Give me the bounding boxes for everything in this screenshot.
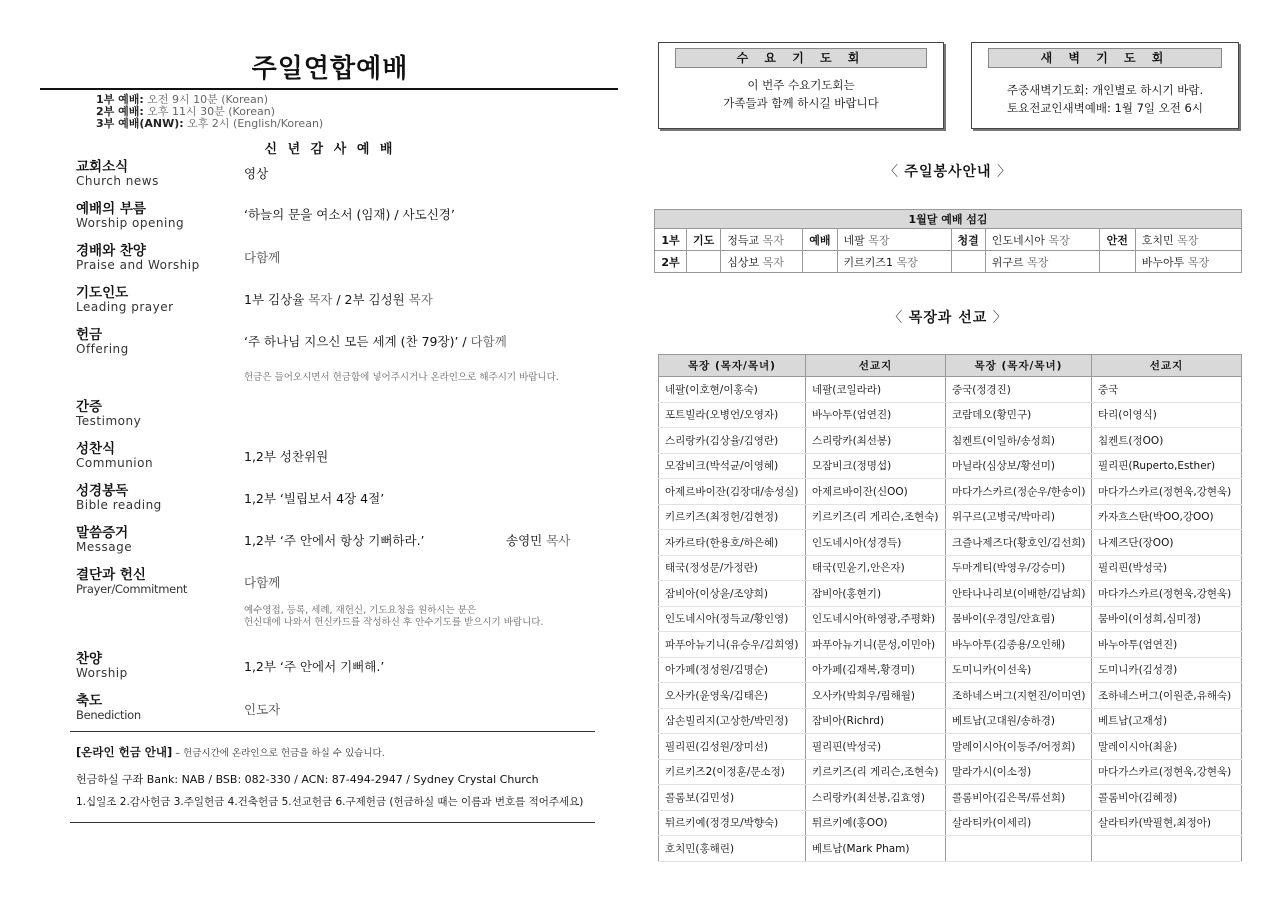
mission-group-cell: 안타나나리보(이배한/김남희): [946, 581, 1092, 607]
order-title-en: Church news: [76, 174, 159, 188]
clean-group: [985, 229, 1099, 251]
service-part: 2부: [655, 251, 687, 273]
order-content: 영상: [244, 166, 269, 181]
service-row-1: [655, 229, 1242, 251]
clean-group: [985, 251, 1099, 273]
service-title-text: 주일봉사안내: [904, 164, 992, 180]
order-title-en: Praise and Worship: [76, 258, 200, 272]
order-content: 1,2부 성찬위원: [244, 449, 329, 464]
safety-group: [1135, 251, 1241, 273]
mission-group-cell: 중국(정경진): [946, 377, 1092, 403]
worship-group: [837, 251, 951, 273]
order-title-ko: 기도인도: [76, 285, 129, 301]
header-cell-group: 목장 (목자/목녀): [659, 355, 806, 377]
mission-group-cell: 키르키즈(최정헌/김현정): [659, 504, 806, 530]
mission-group-cell: 키르키즈2(이정훈/문소정): [659, 759, 806, 785]
mission-group-cell: 코람데오(황민구): [946, 402, 1092, 428]
online-bottom-divider: [70, 822, 595, 823]
order-commitment: [76, 567, 616, 628]
name: 바누아투: [1141, 255, 1188, 269]
mission-group-cell: 바누아투(김종용/오인해): [946, 632, 1092, 658]
prayer-leader: [721, 251, 803, 273]
order-title-ko: 예배의 부름: [76, 201, 146, 217]
wednesday-prayer-title: 수 요 기 도 회: [675, 48, 927, 68]
prayer-part2: / 2부 김성원: [332, 292, 409, 307]
mission-group-cell: 위구르(고병국/박마리): [946, 504, 1092, 530]
mission-field-cell: 조하네스버그(이원준,유해숙): [1092, 683, 1242, 709]
table-row: [659, 555, 1242, 581]
table-row: [659, 581, 1242, 607]
mission-field-cell: 나제즈단(장OO): [1092, 530, 1242, 556]
order-title-en: Leading prayer: [76, 300, 174, 314]
table-row: [659, 734, 1242, 760]
order-title-ko: 경배와 찬양: [76, 243, 146, 259]
name: 정득교: [727, 233, 763, 247]
order-leading-prayer: [76, 286, 616, 314]
mission-group-cell: 호치민(홍해린): [659, 836, 806, 862]
commitment-note: [244, 605, 616, 629]
role: 목자: [762, 255, 784, 269]
order-title-en: Offering: [76, 342, 129, 356]
wednesday-prayer-line1: 이 번주 수요기도회는: [747, 78, 855, 92]
empty-cell: [1099, 251, 1135, 273]
table-row: [659, 708, 1242, 734]
mission-field-cell: 바누아투(엄연진): [1092, 632, 1242, 658]
mission-field-cell: 바누아투(엄연진): [806, 402, 946, 428]
order-content: 다함께: [244, 250, 281, 265]
page-title: 주일연합예배: [251, 54, 409, 84]
mission-field-cell: 카자흐스탄(박OO,강OO): [1092, 504, 1242, 530]
order-communion: [76, 442, 616, 470]
order-content: 1,2부 ‘주 안에서 기뻐해.’: [244, 659, 385, 674]
mission-field-cell: 베트남(Mark Pham): [806, 836, 946, 862]
mission-field-cell: 필리핀(Ruperto,Esther): [1092, 453, 1242, 479]
worship-key: 예배: [803, 229, 837, 251]
mission-field-cell: 인도네시아(성경득): [806, 530, 946, 556]
mission-group-cell: 튀르키예(정경모/박향숙): [659, 810, 806, 836]
order-testimony: [76, 400, 616, 428]
order-content: 다함께: [244, 575, 281, 590]
table-row: [659, 632, 1242, 658]
commitment-note-line1: 예수영접, 등록, 세례, 재헌신, 기도요청을 원하시는 분은: [244, 605, 477, 616]
table-row: [659, 377, 1242, 403]
order-church-news: [76, 160, 616, 188]
order-message: [76, 526, 616, 554]
order-content: ‘하늘의 문을 여소서 (임재) / 사도신경’: [244, 207, 455, 222]
title-divider: [40, 88, 618, 90]
service-subtitle: 신 년 감 사 예 배: [264, 142, 396, 157]
role: 목자: [762, 233, 784, 247]
order-title-en: Communion: [76, 456, 154, 470]
name: 인도네시아: [991, 233, 1049, 247]
online-heading-sub: – 헌금시간에 온라인으로 헌금을 하실 수 있습니다.: [172, 748, 385, 759]
mission-field-cell: 스리랑카(최선봉,김효영): [806, 785, 946, 811]
table-row: [659, 759, 1242, 785]
service-row-2: [655, 251, 1242, 273]
role: 목장: [1187, 255, 1210, 269]
mission-group-cell: 베트남(고대원/송하경): [946, 708, 1092, 734]
mission-field-cell: 침켄트(정OO): [1092, 428, 1242, 454]
order-title-en: Worship: [76, 666, 128, 680]
order-bible-reading: [76, 484, 616, 512]
mission-group-cell: 아가페(정성원/김명순): [659, 657, 806, 683]
table-row: [659, 836, 1242, 862]
prayer-part1: 1부 김상율: [244, 292, 309, 307]
bracket-left-icon: 〈: [883, 164, 905, 180]
order-benediction: [76, 694, 616, 722]
order-worship-opening: [76, 202, 616, 230]
mission-group-cell: 크즐나제즈다(황호인/김선희): [946, 530, 1092, 556]
mission-group-cell: 자카르타(한용호/하은혜): [659, 530, 806, 556]
bracket-right-icon: 〉: [991, 164, 1013, 180]
mission-group-cell: 마닐라(심상보/황선미): [946, 453, 1092, 479]
message-preacher: [506, 534, 570, 548]
time-label: 1부 예배:: [96, 93, 144, 106]
mission-group-cell: 살라티카(이세리): [946, 810, 1092, 836]
mission-group-cell: 삼손빌리지(고상한/박민정): [659, 708, 806, 734]
name: 위구르: [991, 255, 1028, 269]
table-row: [659, 504, 1242, 530]
safety-key: 안전: [1099, 229, 1135, 251]
order-title-ko: 교회소식: [76, 159, 129, 175]
table-row: [659, 402, 1242, 428]
mission-field-cell: 도미니카(김성경): [1092, 657, 1242, 683]
mission-field-cell: 필리핀(박성국): [806, 734, 946, 760]
dawn-prayer-title: 새 벽 기 도 회: [988, 48, 1222, 68]
empty-cell: [687, 251, 721, 273]
empty-cell: [951, 251, 985, 273]
mission-group-cell: 도미니카(이선욱): [946, 657, 1092, 683]
order-content: 인도자: [244, 702, 281, 717]
online-offering-info: [76, 744, 606, 808]
mission-field-cell: 말레이시아(최윤): [1092, 734, 1242, 760]
mission-field-cell: 살라티카(박필현,최정아): [1092, 810, 1242, 836]
header-cell-mission: 선교지: [806, 355, 946, 377]
time-value: 오후 2시 (English/Korean): [187, 117, 324, 130]
mission-field-cell: 마다가스카르(정현욱,강현욱): [1092, 479, 1242, 505]
mission-group-cell: 태국(정성문/가정란): [659, 555, 806, 581]
mission-field-cell: 키르키즈(리 게리슨,조현숙): [806, 504, 946, 530]
mission-field-cell: 아제르바이잔(신OO): [806, 479, 946, 505]
table-row: [659, 530, 1242, 556]
mission-field-cell: 인도네시아(하영광,주평화): [806, 606, 946, 632]
order-title-ko: 축도: [76, 693, 103, 709]
mission-group-cell: 필리핀(김성원/장미선): [659, 734, 806, 760]
mission-group-cell: 뭄바이(우경일/안효림): [946, 606, 1092, 632]
prayer-title2: 목자: [408, 292, 433, 307]
mission-header-row: [659, 355, 1242, 377]
mission-field-cell: 네팔(코일라라): [806, 377, 946, 403]
header-cell-group: 목장 (목자/목녀): [946, 355, 1092, 377]
mission-group-cell: 조하네스버그(지현진/이미연): [946, 683, 1092, 709]
order-worship: [76, 652, 616, 680]
role: 목장: [868, 233, 890, 247]
mission-field-cell: 마다가스카르(정현욱,강현욱): [1092, 581, 1242, 607]
table-row: [659, 606, 1242, 632]
order-title-en: Prayer/Commitment: [76, 582, 188, 596]
mission-group-cell: 포트빌라(오병언/오영자): [659, 402, 806, 428]
preacher-name: 송영민: [506, 533, 547, 548]
mission-field-cell: 오사카(박희우/림해월): [806, 683, 946, 709]
mission-field-cell: 튀르키예(홍OO): [806, 810, 946, 836]
mission-field-cell: 파푸아뉴기니(문성,이민아): [806, 632, 946, 658]
mission-field-cell: 모잠비크(정명섭): [806, 453, 946, 479]
time-label: 3부 예배(ANW):: [96, 117, 184, 130]
role: 목장: [1048, 233, 1070, 247]
order-title-en: Testimony: [76, 414, 142, 428]
service-schedule-table: [654, 209, 1242, 273]
order-content: [244, 335, 507, 349]
online-top-divider: [70, 731, 595, 732]
offering-hymn: ‘주 하나님 지으신 모든 세계 (찬 79장)’ /: [244, 334, 471, 349]
mission-field-cell: 잠비아(Richrd): [806, 708, 946, 734]
mission-group-cell: 침켄트(이일하/송성희): [946, 428, 1092, 454]
empty-cell: [803, 251, 837, 273]
mission-title-text: 목장과 선교: [908, 310, 988, 326]
wednesday-prayer-body: [659, 76, 943, 112]
commitment-note-line2: 헌신대에 나와서 헌신카드를 작성하신 후 안수기도를 받으시기 바랍니다.: [244, 617, 544, 628]
order-title-ko: 간증: [76, 399, 103, 415]
name: 네팔: [843, 233, 869, 247]
service-part: 1부: [655, 229, 687, 251]
mission-field-cell: 타리(이영식): [1092, 402, 1242, 428]
table-row: [659, 657, 1242, 683]
mission-field-cell: 베트남(고재성): [1092, 708, 1242, 734]
online-offering-types: 1.십일조 2.감사헌금 3.주일헌금 4.건축헌금 5.선교헌금 6.구제헌금 (헌금하실 때는 이름과 번호를 적어주세요): [76, 796, 584, 808]
mission-field-cell: 키르키즈(리 게리슨,조현숙): [806, 759, 946, 785]
prayer-key: 기도: [687, 229, 721, 251]
bracket-left-icon: 〈: [888, 310, 909, 326]
order-title-en: Benediction: [76, 708, 141, 722]
order-title-ko: 성경봉독: [76, 483, 129, 499]
mission-section-title: [654, 307, 1242, 327]
table-row: [659, 428, 1242, 454]
service-section-title: [654, 161, 1242, 181]
service-time-3: [96, 118, 323, 130]
safety-group: [1135, 229, 1241, 251]
mission-field-cell: [1092, 836, 1242, 862]
service-table-header: 1월달 예배 섬김: [655, 210, 1242, 229]
offering-note: 헌금은 들어오시면서 헌금함에 넣어주시거나 온라인으로 해주시기 바랍니다.: [244, 372, 559, 383]
order-title-ko: 성찬식: [76, 441, 116, 457]
preacher-title: 목사: [546, 533, 571, 548]
table-row: [659, 479, 1242, 505]
time-value: 오전 9시 10분 (Korean): [147, 93, 268, 106]
order-content: 1,2부 ‘빌립보서 4장 4절’: [244, 491, 385, 506]
table-row: [659, 785, 1242, 811]
mission-field-cell: 잠비아(홍현기): [806, 581, 946, 607]
mission-group-cell: 아제르바이잔(김장대/송성실): [659, 479, 806, 505]
mission-group-cell: 모잠비크(박석균/이영혜): [659, 453, 806, 479]
order-title-ko: 찬양: [76, 651, 103, 667]
dawn-prayer-box: [971, 42, 1239, 129]
prayer-leader: [721, 229, 803, 251]
mission-group-cell: 스리랑카(김상율/김영란): [659, 428, 806, 454]
mission-field-cell: 필리핀(박성국): [1092, 555, 1242, 581]
online-bank-account: 헌금하실 구좌 Bank: NAB / BSB: 082-330 / ACN: 87-494-2947 / Sydney Crystal Church: [76, 773, 539, 786]
mission-field-cell: 태국(민윤기,안은자): [806, 555, 946, 581]
order-offering: [76, 327, 616, 383]
order-title-ko: 헌금: [76, 327, 103, 343]
bracket-right-icon: 〉: [987, 310, 1008, 326]
table-row: [659, 810, 1242, 836]
mission-field-cell: 뭄바이(이성희,심미정): [1092, 606, 1242, 632]
clean-key: 청결: [951, 229, 985, 251]
order-title-en: Worship opening: [76, 216, 185, 230]
mission-group-cell: 오사카(윤영욱/김태은): [659, 683, 806, 709]
mission-group-cell: [946, 836, 1092, 862]
mission-field-cell: 아가페(김재복,황경미): [806, 657, 946, 683]
order-praise: [76, 244, 616, 272]
prayer-title1: 목자: [308, 292, 333, 307]
order-content: [244, 293, 433, 307]
mission-group-cell: 말라가시(이소정): [946, 759, 1092, 785]
order-title-ko: 말씀증거: [76, 525, 129, 541]
mission-group-cell: 잠비아(이상윤/조양희): [659, 581, 806, 607]
service-times: [96, 94, 323, 130]
worship-group: [837, 229, 951, 251]
mission-group-cell: 인도네시아(정득교/황인영): [659, 606, 806, 632]
name: 호치민: [1141, 233, 1178, 247]
order-content: 1,2부 ‘주 안에서 항상 기뻐하라.’: [244, 533, 425, 548]
online-heading: [76, 744, 606, 760]
table-row: [659, 453, 1242, 479]
dawn-prayer-line1: 주중새벽기도회: 개인별로 하시기 바람.: [1006, 83, 1204, 97]
mission-group-cell: 네팔(이호현/이홍숙): [659, 377, 806, 403]
order-title-ko: 결단과 헌신: [76, 567, 146, 583]
role: 목장: [1177, 233, 1199, 247]
mission-field-cell: 중국: [1092, 377, 1242, 403]
wednesday-prayer-line2: 가족들과 함께 하시길 바랍니다: [723, 96, 879, 110]
dawn-prayer-body: [972, 81, 1238, 117]
mission-group-cell: 말레이시아(이동주/어정희): [946, 734, 1092, 760]
mission-group-cell: 두마게티(박영우/강승미): [946, 555, 1092, 581]
mission-field-cell: 마다가스카르(정현욱,강현욱): [1092, 759, 1242, 785]
mission-group-cell: 마다가스카르(정순우/한송이): [946, 479, 1092, 505]
mission-group-cell: 파푸아뉴기니(유승우/김희영): [659, 632, 806, 658]
mission-group-cell: 콜롬보(김민성): [659, 785, 806, 811]
wednesday-prayer-box: [658, 42, 944, 129]
mission-table-body: [659, 377, 1242, 862]
offering-tail: 다함께: [470, 334, 507, 349]
mission-table: [658, 354, 1242, 862]
dawn-prayer-line2: 토요전교인새벽예배: 1월 7일 오전 6시: [1007, 101, 1203, 115]
table-row: [659, 683, 1242, 709]
role: 목장: [896, 255, 918, 269]
time-label: 2부 예배:: [96, 105, 144, 118]
mission-field-cell: 콜롬비아(김혜정): [1092, 785, 1242, 811]
mission-group-cell: 콜롬비아(김은목/류선희): [946, 785, 1092, 811]
header-cell-mission: 선교지: [1092, 355, 1242, 377]
order-title-en: Bible reading: [76, 498, 162, 512]
name: 심상보: [727, 255, 763, 269]
name: 키르키즈1: [843, 255, 897, 269]
online-heading-title: [온라인 헌금 안내]: [76, 745, 173, 759]
role: 목장: [1027, 255, 1049, 269]
time-value: 오후 11시 30분 (Korean): [147, 105, 275, 118]
order-title-en: Message: [76, 540, 133, 554]
mission-field-cell: 스리랑카(최선봉): [806, 428, 946, 454]
